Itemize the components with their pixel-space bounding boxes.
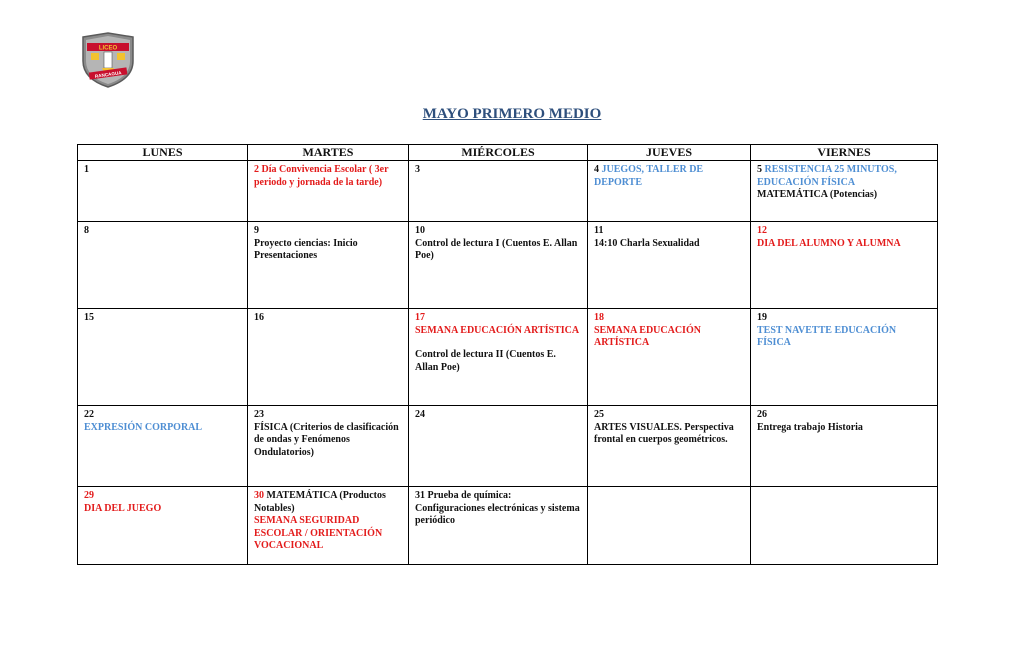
event-text: RESISTENCIA 25 MINUTOS, EDUCACIÓN FÍSICA bbox=[757, 164, 897, 188]
day-cell bbox=[78, 406, 248, 487]
day-number: 26 bbox=[757, 409, 767, 420]
event-text: TEST NAVETTE EDUCACIÓN FÍSICA bbox=[757, 324, 897, 348]
day-cell bbox=[409, 487, 588, 565]
event-text: Proyecto ciencias: Inicio Presentaciones bbox=[254, 237, 358, 261]
day-number: 30 bbox=[254, 490, 264, 501]
day-cell bbox=[409, 309, 588, 406]
event-text-extra: MATEMÁTICA (Potencias) bbox=[757, 189, 878, 200]
event-text-extra: Control de lectura II (Cuentos E. Allan Poe) bbox=[415, 349, 556, 373]
event-text-extra: SEMANA SEGURIDAD ESCOLAR / ORIENTACIÓN VOCACIONAL bbox=[254, 515, 383, 551]
event-text: 14:10 Charla Sexualidad bbox=[594, 237, 700, 249]
school-crest-logo bbox=[80, 31, 136, 89]
day-cell bbox=[588, 487, 751, 565]
day-cell bbox=[248, 406, 409, 487]
day-cell bbox=[751, 222, 938, 309]
day-cell bbox=[751, 487, 938, 565]
day-header-lunes: LUNES bbox=[78, 145, 248, 161]
week-row bbox=[78, 161, 938, 222]
day-number: 16 bbox=[254, 312, 264, 323]
day-cell bbox=[409, 406, 588, 487]
day-header-jueves: JUEVES bbox=[588, 145, 751, 161]
event-text: JUEGOS, TALLER DE DEPORTE bbox=[594, 164, 704, 188]
day-cell bbox=[751, 309, 938, 406]
day-number: 24 bbox=[415, 409, 425, 420]
day-number: 2 bbox=[254, 164, 259, 175]
event-text: DIA DEL JUEGO bbox=[84, 502, 162, 514]
page-title: MAYO PRIMERO MEDIO bbox=[422, 106, 602, 122]
event-text: Prueba de química: Configuraciones electrónicas y sistema periódico bbox=[415, 490, 580, 526]
week-row bbox=[78, 487, 938, 565]
day-cell bbox=[588, 309, 751, 406]
calendar-table bbox=[77, 144, 938, 565]
day-cell bbox=[751, 406, 938, 487]
event-text: SEMANA EDUCACIÓN ARTÍSTICA bbox=[594, 324, 701, 348]
calendar-header-row bbox=[78, 145, 938, 161]
event-text: Día Convivencia Escolar ( 3er periodo y jornada de la tarde) bbox=[254, 164, 389, 188]
event-text: MATEMÁTICA (Productos Notables) bbox=[254, 490, 386, 514]
day-number: 17 bbox=[415, 312, 425, 323]
event-text: EXPRESIÓN CORPORAL bbox=[84, 421, 203, 433]
day-cell bbox=[248, 222, 409, 309]
day-number: 31 bbox=[415, 490, 425, 501]
day-number: 4 bbox=[594, 164, 599, 175]
day-cell bbox=[78, 309, 248, 406]
day-cell bbox=[78, 222, 248, 309]
week-row bbox=[78, 309, 938, 406]
day-number: 12 bbox=[757, 225, 767, 236]
day-cell bbox=[751, 161, 938, 222]
day-number: 11 bbox=[594, 225, 604, 236]
event-text: Entrega trabajo Historia bbox=[757, 421, 863, 433]
day-number: 15 bbox=[84, 312, 94, 323]
day-number: 5 bbox=[757, 164, 762, 175]
day-number: 29 bbox=[84, 490, 94, 501]
day-number: 9 bbox=[254, 225, 259, 236]
day-cell bbox=[588, 222, 751, 309]
logo-top-text: LICEO bbox=[98, 45, 118, 52]
day-number: 3 bbox=[415, 164, 420, 175]
event-text: Control de lectura I (Cuentos E. Allan Poe) bbox=[415, 237, 578, 261]
day-number: 23 bbox=[254, 409, 264, 420]
day-header-martes: MARTES bbox=[248, 145, 409, 161]
day-number: 8 bbox=[84, 225, 89, 236]
day-cell bbox=[409, 222, 588, 309]
day-cell bbox=[248, 161, 409, 222]
day-number: 10 bbox=[415, 225, 425, 236]
day-cell bbox=[588, 161, 751, 222]
day-cell bbox=[409, 161, 588, 222]
day-header-viernes: VIERNES bbox=[751, 145, 938, 161]
day-header-miercoles: MIÉRCOLES bbox=[409, 145, 588, 161]
day-number: 1 bbox=[84, 164, 89, 175]
week-row bbox=[78, 406, 938, 487]
day-number: 22 bbox=[84, 409, 94, 420]
event-text: FÍSICA (Criterios de clasificación de ondas y Fenómenos Ondulatorios) bbox=[254, 421, 399, 458]
event-text: SEMANA EDUCACIÓN ARTÍSTICA bbox=[415, 324, 580, 336]
event-text: DIA DEL ALUMNO Y ALUMNA bbox=[757, 237, 901, 249]
day-cell bbox=[248, 309, 409, 406]
week-row bbox=[78, 222, 938, 309]
day-cell bbox=[248, 487, 409, 565]
logo-bottom-text: RANCAGUA bbox=[94, 70, 122, 79]
day-cell bbox=[588, 406, 751, 487]
day-number: 19 bbox=[757, 312, 767, 323]
day-number: 18 bbox=[594, 312, 604, 323]
event-text: ARTES VISUALES. Perspectiva frontal en cuerpos geométricos. bbox=[594, 421, 734, 445]
day-number: 25 bbox=[594, 409, 604, 420]
day-cell bbox=[78, 487, 248, 565]
day-cell bbox=[78, 161, 248, 222]
